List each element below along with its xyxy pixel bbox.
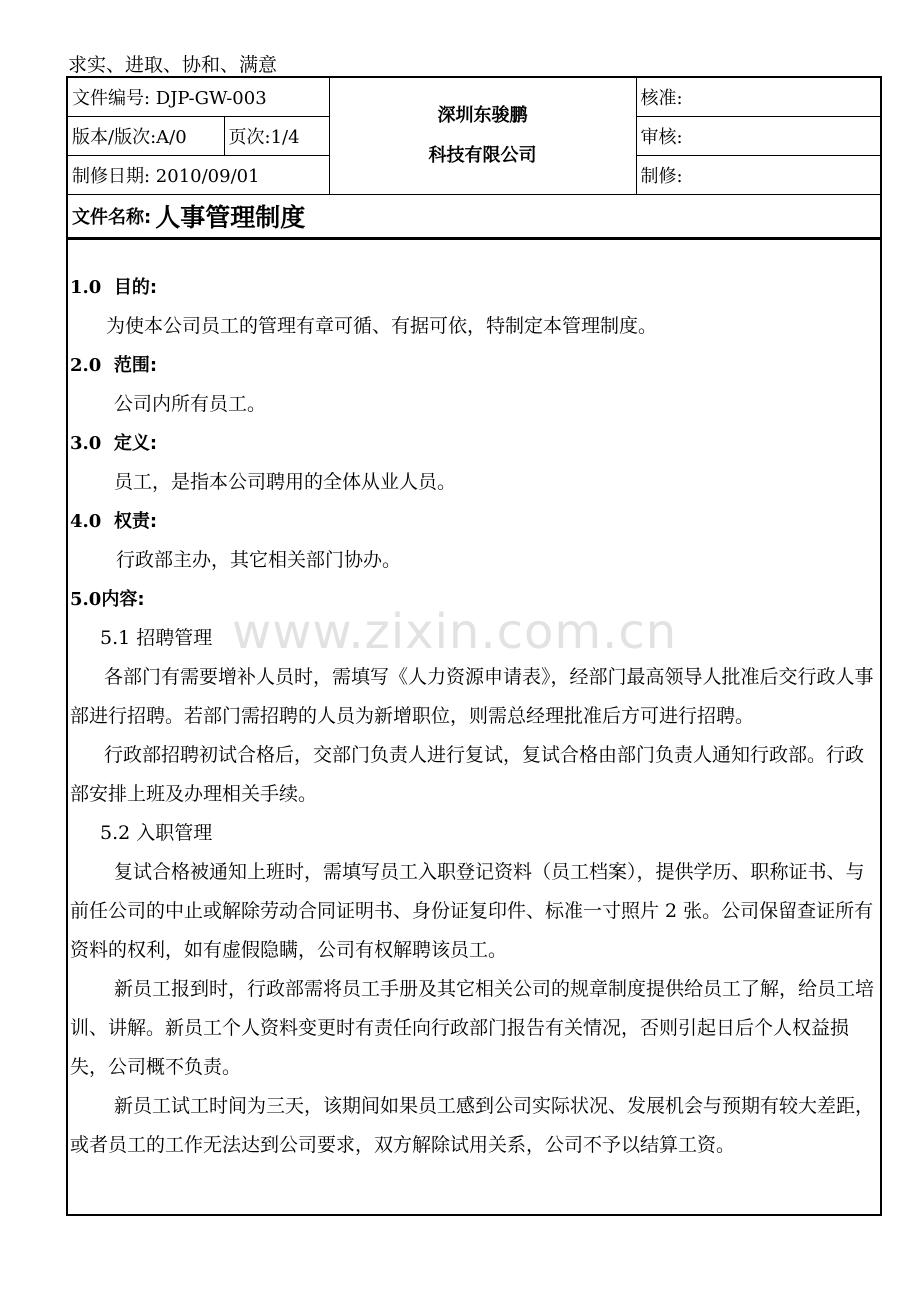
company-name-line1: 深圳东骏鹏 [437, 105, 528, 126]
document-frame [66, 76, 882, 1216]
document-body [70, 268, 878, 1165]
section-heading-content: 5.0内容: [70, 589, 145, 610]
subsection-title-onboarding: 5.2 入职管理 [100, 822, 213, 844]
document-name-label: 文件名称: [72, 206, 152, 228]
approve-field: 核准: [636, 78, 880, 117]
section-heading-definition: 3.0 定义: [70, 433, 158, 454]
paragraph-recruitment-1: 各部门有需要增补人员时，需填写《人力资源申请表》，经部门最高领导人批准后交行政人事部进行招聘。若部门需招聘的人员为新增职位，则需总经理批准后方可进行招聘。 [70, 666, 874, 727]
paragraph-recruitment-2: 行政部招聘初试合格后，交部门负责人进行复试，复试合格由部门负责人通知行政部。行政部安排上班及办理相关手续。 [70, 744, 865, 805]
section-heading-responsibility: 4.0 权责: [70, 511, 158, 532]
section-text-responsibility: 行政部主办，其它相关部门协办。 [116, 549, 402, 571]
paragraph-onboarding-2: 新员工报到时，行政部需将员工手册及其它相关公司的规章制度提供给员工了解，给员工培训、讲解。新员工个人资料变更时有责任向行政部门报告有关情况，否则引起日后个人权益损失，公司概不负责。 [70, 978, 875, 1078]
file-number: 文件编号: DJP-GW-003 [68, 78, 329, 117]
company-name [329, 78, 636, 195]
paragraph-onboarding-3: 新员工试工时间为三天，该期间如果员工感到公司实际状况、发展机会与预期有较大差距，或者员工的工作无法达到公司要求，双方解除试用关系，公司不予以结算工资。 [70, 1095, 875, 1156]
section-text-definition: 员工，是指本公司聘用的全体从业人员。 [114, 471, 457, 493]
page-field: 页次:1/4 [224, 117, 329, 156]
section-text-scope: 公司内所有员工。 [114, 393, 267, 415]
document-header-table [68, 78, 880, 195]
version-field: 版本/版次:A/0 [68, 117, 224, 156]
revise-date-field: 制修日期: 2010/09/01 [68, 156, 329, 195]
section-heading-scope: 2.0 范围: [70, 355, 158, 376]
document-name-value: 人事管理制度 [155, 202, 306, 232]
subsection-title-recruitment: 5.1 招聘管理 [100, 627, 213, 649]
review-field: 审核: [636, 117, 880, 156]
paragraph-onboarding-1: 复试合格被通知上班时，需填写员工入职登记资料（员工档案），提供学历、职称证书、与前任公司的中止或解除劳动合同证明书、身份证复印件、标准一寸照片 2 张。公司保留查证所有资料的权利，如有虚假隐瞒，公司有权解聘该员工。 [70, 861, 874, 961]
section-text-purpose: 为使本公司员工的管理有章可循、有据可依，特制定本管理制度。 [106, 315, 658, 337]
document-name-row [68, 194, 880, 240]
section-heading-purpose: 1.0 目的: [70, 277, 158, 298]
company-name-line2: 科技有限公司 [428, 145, 537, 166]
revise-field: 制修: [636, 156, 880, 195]
watermark-text: www.zixin.com.cn [232, 604, 678, 660]
company-motto: 求实、进取、协和、满意 [68, 54, 278, 76]
